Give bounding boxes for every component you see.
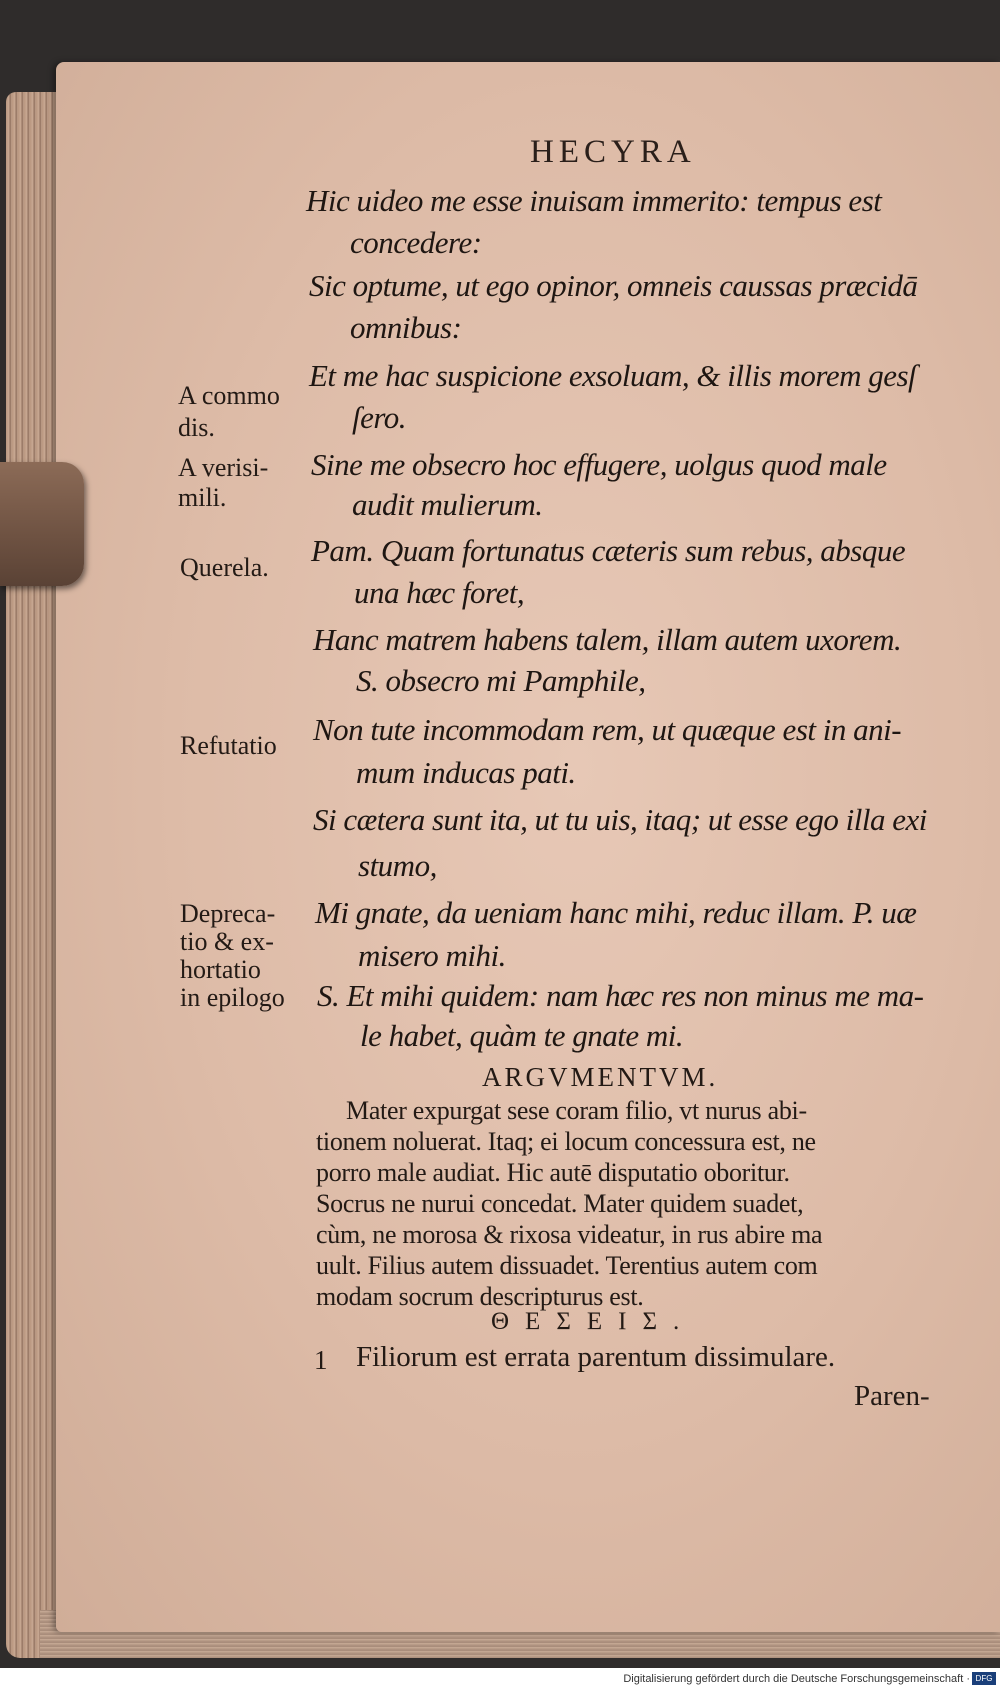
- funding-credit: Digitalisierung gefördert durch die Deutsche Forschungsgemeinschaft ·: [623, 1673, 970, 1685]
- catchword: Paren-: [854, 1380, 930, 1412]
- argument-title: ARGVMENTVM.: [482, 1062, 719, 1092]
- verse-line: audit mulierum.: [352, 487, 543, 522]
- margin-gloss: Refutatio: [180, 731, 277, 760]
- verse-line: Pam. Quam fortunatus cæteris sum rebus, absque: [311, 533, 906, 568]
- verse-line: Si cætera sunt ita, ut tu uis, itaq; ut esse ego illa exi: [313, 802, 927, 837]
- verse-line: una hæc foret,: [354, 575, 525, 610]
- argument-line: tionem noluerat. Itaq; ei locum concessura est, ne: [316, 1127, 816, 1156]
- margin-gloss: Depreca-: [180, 899, 276, 928]
- verse-line: Et me hac suspicione exsoluam, & illis morem gesſ: [309, 358, 917, 393]
- verse-line: Sine me obsecro hoc effugere, uolgus quod male: [311, 447, 887, 482]
- argument-line: Socrus ne nurui concedat. Mater quidem suadet,: [316, 1189, 804, 1218]
- argument-line: Mater expurgat sese coram filio, vt nurus abi-: [346, 1096, 807, 1125]
- verse-line: Non tute incommodam rem, ut quæque est in ani-: [313, 712, 902, 747]
- verse-line: concedere:: [350, 225, 482, 260]
- verse-line: S. obsecro mi Pamphile,: [356, 663, 646, 698]
- margin-gloss: mili.: [178, 483, 227, 512]
- verse-line: Sic optume, ut ego opinor, omneis caussas præcidā: [309, 268, 918, 303]
- margin-gloss: hortatio: [180, 955, 261, 984]
- verse-line: Hic uideo me esse inuisam immerito: tempus est: [306, 183, 882, 218]
- verse-line: S. Et mihi quidem: nam hæc res non minus me ma-: [317, 978, 924, 1013]
- footer-bar: [0, 1668, 1000, 1693]
- margin-gloss: dis.: [178, 413, 215, 442]
- verse-line: mum inducas pati.: [356, 755, 576, 790]
- argument-line: modam socrum descripturus est.: [316, 1282, 644, 1311]
- argument-line: cùm, ne morosa & rixosa videatur, in rus abire ma: [316, 1220, 823, 1249]
- thesis-number: 1: [314, 1345, 328, 1375]
- verse-line: omnibus:: [350, 310, 462, 345]
- verse-line: Hanc matrem habens talem, illam autem uxorem.: [313, 622, 902, 657]
- argument-line: uult. Filius autem dissuadet. Terentius autem com: [316, 1251, 818, 1280]
- verse-line: stumo,: [358, 848, 437, 883]
- margin-gloss: A commo: [178, 381, 280, 410]
- thesis-text: Filiorum est errata parentum dissimulare.: [356, 1341, 836, 1373]
- verse-line: Mi gnate, da ueniam hanc mihi, reduc illam. P. uæ: [315, 895, 917, 930]
- verse-line: le habet, quàm te gnate mi.: [360, 1018, 684, 1053]
- book-clasp: [0, 462, 84, 586]
- argument-line: porro male audiat. Hic autē disputatio oboritur.: [316, 1158, 790, 1187]
- margin-gloss: Querela.: [180, 553, 269, 582]
- margin-gloss: in epilogo: [180, 983, 285, 1012]
- margin-gloss: A verisi-: [178, 453, 269, 482]
- verse-line: ſero.: [352, 400, 407, 435]
- dfg-logo: DFG: [972, 1672, 996, 1685]
- theses-title: ΘΕΣΕΙΣ.: [491, 1308, 696, 1335]
- running-head: HECYRA: [530, 134, 696, 170]
- verse-line: misero mihi.: [358, 938, 506, 973]
- margin-gloss: tio & ex-: [180, 927, 274, 956]
